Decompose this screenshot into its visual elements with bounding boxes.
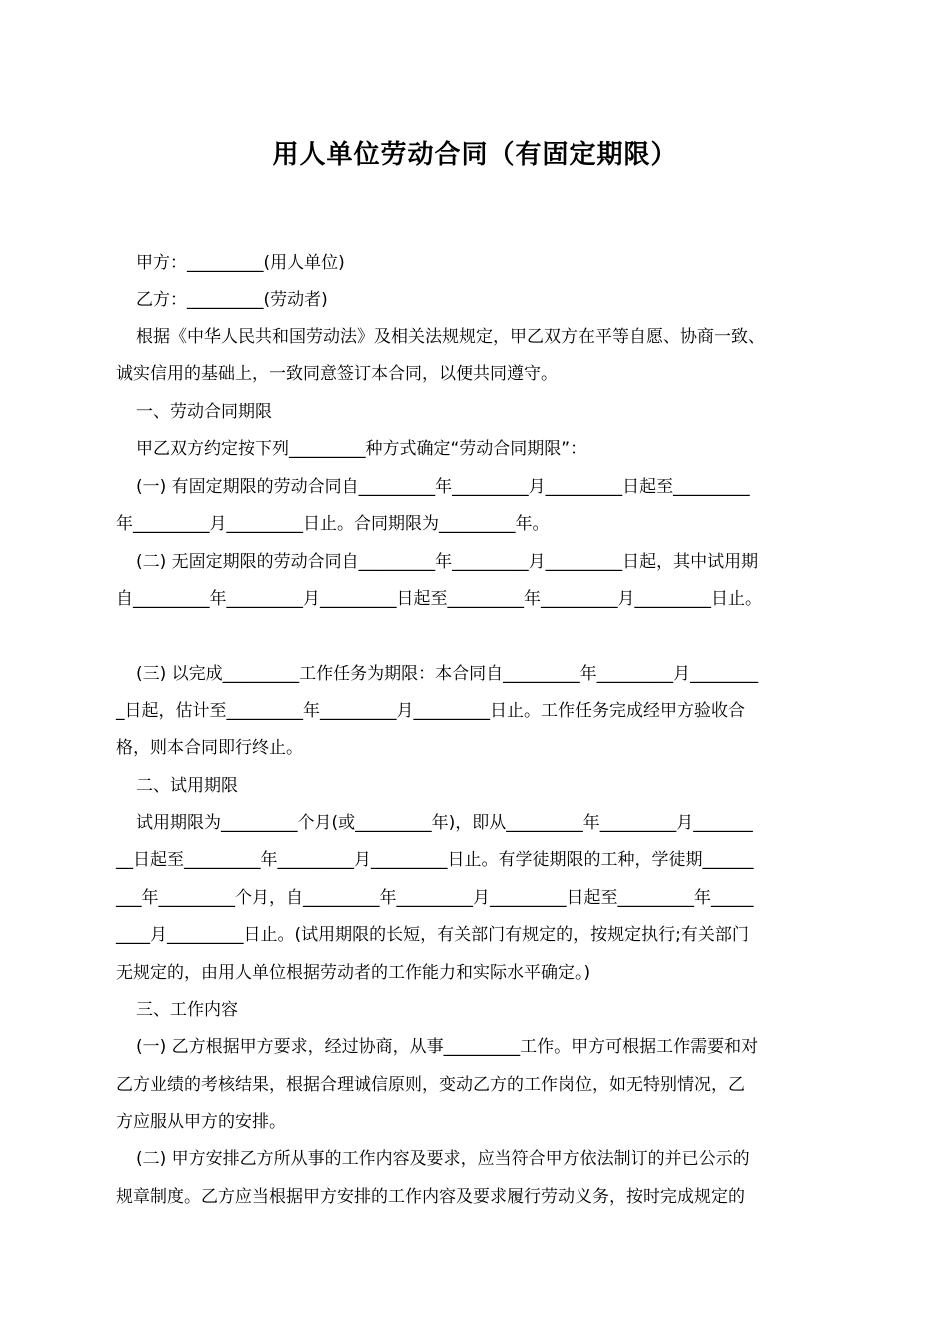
paragraph-line: 自_________年_________月_________日起至_________年_________月_________日止。: [116, 589, 762, 609]
paragraph-line: ____月_________日止。(试用期限的长短，有关部门有规定的，按规定执行;有关部门: [116, 925, 749, 945]
paragraph-line: 甲乙双方约定按下列_________种方式确定“劳动合同期限”：: [136, 439, 588, 459]
paragraph-line: 规章制度。乙方应当根据甲方安排的工作内容及要求履行劳动义务，按时完成规定的: [116, 1187, 745, 1207]
paragraph-line: 方应服从甲方的安排。: [116, 1112, 286, 1132]
party-b-line: 乙方：_________(劳动者): [136, 290, 328, 310]
paragraph-line: 年_________月_________日止。合同期限为_________年。: [116, 514, 550, 534]
party-a-line: 甲方：_________(用人单位): [136, 253, 345, 273]
preamble-line: 根据《中华人民共和国劳动法》及相关法规规定，甲乙双方在平等自愿、协商一致、: [136, 327, 765, 347]
paragraph-line: 无规定的，由用人单位根据劳动者的工作能力和实际水平确定。): [116, 963, 591, 983]
document-title: 用人单位劳动合同（有固定期限）: [272, 140, 678, 170]
paragraph-line: ___年_________个月，自_________年_________月_________日起至_________年_____: [116, 888, 754, 908]
section-heading: 二、试用期限: [136, 776, 238, 796]
paragraph-line: (二) 无固定期限的劳动合同自_________年_________月_________日起，其中试用期: [136, 552, 759, 572]
section-heading: 一、劳动合同期限: [136, 402, 272, 422]
paragraph-line: (一) 有固定期限的劳动合同自_________年_________月_________日起至_________: [136, 477, 750, 497]
paragraph-line: 试用期限为_________个月(或_________年)，即从_________年_________月_______: [136, 813, 753, 833]
paragraph-line: (一) 乙方根据甲方要求，经过协商，从事_________工作。甲方可根据工作需要和对: [136, 1037, 759, 1057]
paragraph-line: __日起至_________年_________月_________日止。有学徒期限的工种，学徒期______: [116, 850, 754, 870]
section-heading: 三、工作内容: [136, 1000, 238, 1020]
paragraph-line: 乙方业绩的考核结果，根据合理诚信原则，变动乙方的工作岗位，如无特别情况，乙: [116, 1075, 745, 1095]
paragraph-line: (三) 以完成_________工作任务为期限：本合同自_________年_________月________: [136, 664, 759, 684]
paragraph-line: _日起，估计至_________年_________月_________日止。工作任务完成经甲方验收合: [116, 701, 745, 721]
paragraph-line: (二) 甲方安排乙方所从事的工作内容及要求，应当符合甲方依法制订的并已公示的: [136, 1149, 750, 1169]
preamble-line: 诚实信用的基础上，一致同意签订本合同，以便共同遵守。: [116, 364, 558, 384]
paragraph-line: 格，则本合同即行终止。: [116, 738, 303, 758]
